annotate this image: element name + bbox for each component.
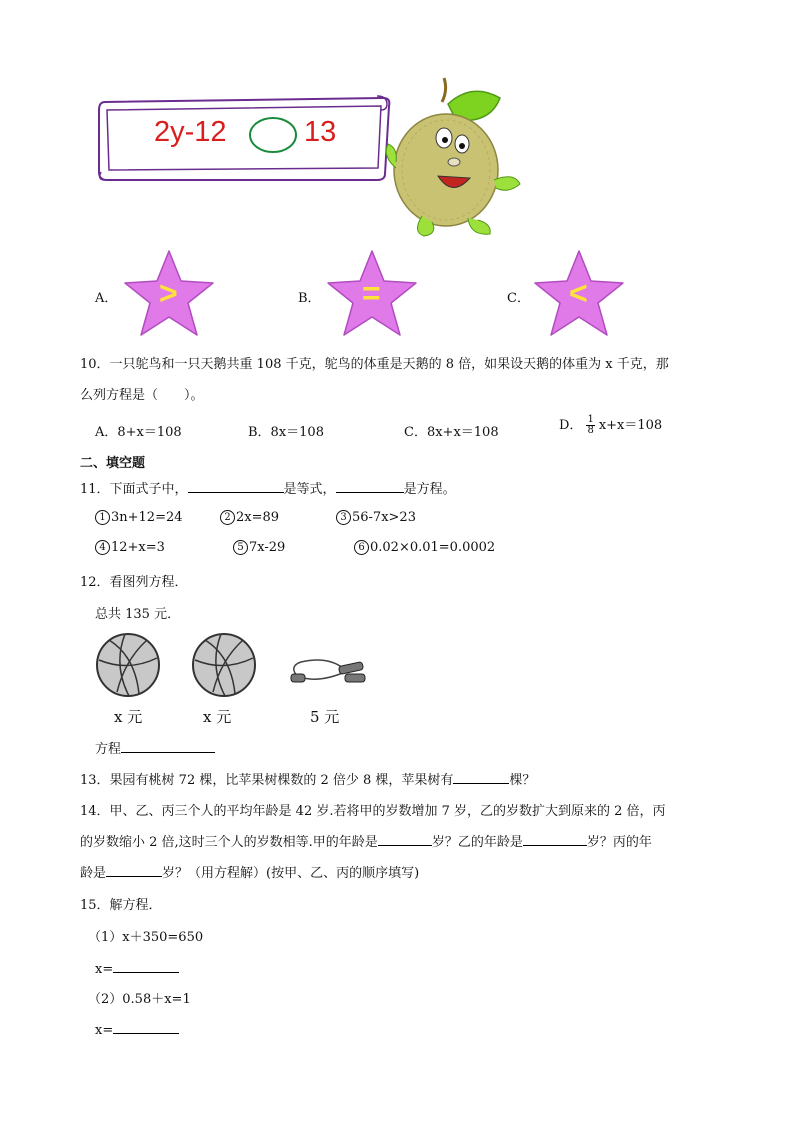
q10-line2: 么列方程是（ ）。: [80, 388, 204, 403]
jump-rope-icon: [287, 652, 369, 688]
q15-problem-1: （1）x＋350=650: [88, 930, 204, 945]
q11-blank-equations[interactable]: [188, 478, 284, 493]
basketball-icon: [191, 632, 257, 698]
q15-answer-1: x=: [95, 958, 179, 977]
rope-price-label: 5 元: [310, 708, 340, 726]
ball1-price-label: x 元: [114, 708, 143, 726]
q11-item-5: 5 7x-29: [233, 540, 285, 555]
melon-mascot: [382, 76, 527, 241]
option-c[interactable]: [507, 245, 637, 345]
option-c-letter: C．: [507, 291, 530, 306]
greater-than-symbol: >: [159, 275, 178, 311]
q11-item-3: 3 56-7x>23: [336, 510, 416, 525]
ball2-price-label: x 元: [203, 708, 232, 726]
q12-answer-label: 方程: [95, 742, 122, 757]
q11-mid: 是等式，: [283, 482, 336, 497]
q14-line1: 14．甲、乙、丙三个人的平均年龄是 42 岁.若将甲的岁数增加 7 岁，乙的岁数扩大到原来的 2 倍，丙: [80, 804, 666, 819]
q14-blank-yi[interactable]: [523, 831, 587, 846]
q11-item-6: 6 0.02×0.01=0.0002: [354, 540, 495, 555]
q11-item-4: 4 12+x=3: [95, 540, 165, 555]
q15-problem-2: （2）0.58＋x=1: [88, 992, 191, 1007]
option-a-letter: A．: [95, 291, 118, 306]
q10-option-b[interactable]: B．8x＝108: [248, 425, 324, 440]
q12-answer-blank[interactable]: [121, 738, 215, 753]
left-expression: 2y-12: [154, 116, 227, 148]
less-than-symbol: <: [569, 275, 588, 311]
q10-option-c[interactable]: C．8x+x＝108: [404, 425, 499, 440]
q13-suffix: 棵？: [509, 773, 536, 788]
q10-option-d-text: x+x＝108: [598, 418, 663, 433]
q15-answer-1-blank[interactable]: [113, 958, 179, 973]
right-expression: 13: [304, 116, 337, 148]
q11-blank-equations-true[interactable]: [336, 478, 404, 493]
q10-line1: 10．一只鸵鸟和一只天鹅共重 108 千克，鸵鸟的体重是天鹅的 8 倍，如果设天鹅的体重为 x 千克，那: [80, 357, 669, 372]
q13: [80, 769, 535, 788]
option-b[interactable]: [298, 245, 428, 345]
q11-suffix: 是方程。: [403, 482, 456, 497]
q10-option-d[interactable]: [559, 414, 662, 436]
q14-blank-bing[interactable]: [106, 862, 162, 877]
q13-blank[interactable]: [453, 769, 509, 784]
equals-symbol: =: [362, 275, 381, 311]
q10-option-d-letter: D．: [559, 418, 583, 433]
basketball-icon: [95, 632, 161, 698]
q13-text: 13．果园有桃树 72 棵，比苹果树棵数的 2 倍少 8 棵，苹果树有: [80, 773, 454, 788]
fraction-one-eighth: $\frac{1}{8}$: [587, 414, 594, 436]
option-b-letter: B．: [298, 291, 321, 306]
expression-banner: [95, 88, 395, 184]
q11-prompt: [80, 478, 456, 497]
q11-prefix: 11．下面式子中，: [80, 482, 188, 497]
q14-blank-jia[interactable]: [378, 831, 432, 846]
section-title: 二、填空题: [80, 456, 146, 471]
q12-title: 12．看图列方程．: [80, 575, 188, 590]
scroll-frame: [95, 88, 395, 184]
q15-answer-2-blank[interactable]: [113, 1019, 179, 1034]
q10-option-a[interactable]: A．8+x＝108: [95, 425, 182, 440]
option-a[interactable]: [95, 245, 225, 345]
q15-answer-2: x=: [95, 1019, 179, 1038]
q12-answer: [95, 738, 215, 757]
q14-line3: 龄是 岁？（用方程解）(按甲、乙、丙的顺序填写): [80, 862, 419, 881]
q15-title: 15．解方程．: [80, 898, 162, 913]
q11-item-2: 2 2x=89: [220, 510, 279, 525]
q14-line2: 的岁数缩小 2 倍,这时三个人的岁数相等.甲的年龄是 岁？乙的年龄是 岁？丙的年: [80, 831, 652, 850]
q12-total: 总共 135 元．: [95, 607, 181, 622]
q11-item-1: 1 3n+12=24: [95, 510, 183, 525]
